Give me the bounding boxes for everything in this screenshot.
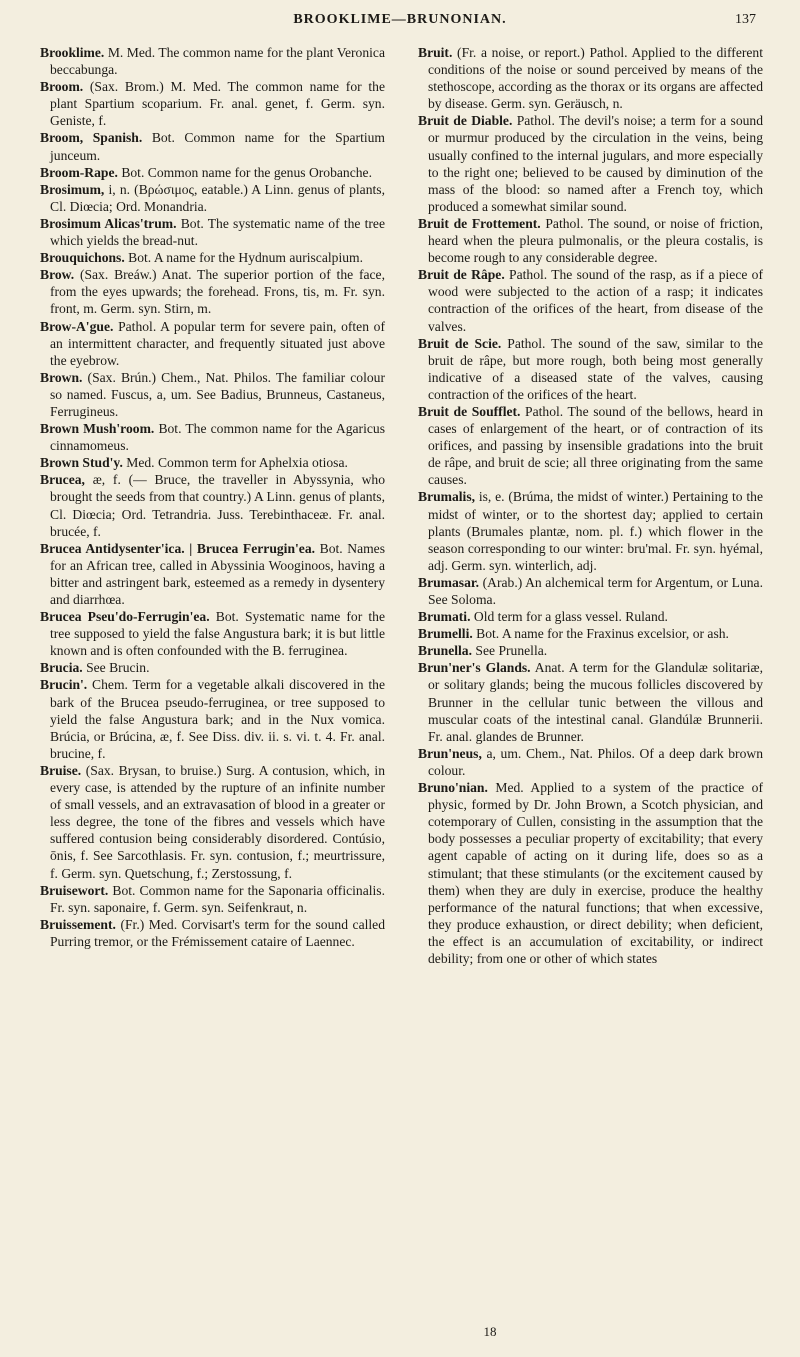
entry-definition: Bot. Common name for the Spartium junceum.: [50, 130, 386, 163]
entry-headword: Bruit de Râpe.: [418, 267, 505, 283]
entry-headword: Brow.: [40, 267, 75, 283]
entry-headword: Brucea,: [40, 472, 85, 488]
entry-definition: Pathol. The sound, or noise of friction, heard when the pleura pulmonalis, or the pleura costalis, is become rough to any considerable degree.: [428, 215, 763, 266]
dictionary-entry: [40, 215, 385, 249]
entry-definition: M. Med. The common name for the plant Veronica beccabunga.: [50, 45, 385, 78]
entry-definition: (Sax. Brysan, to bruise.) Surg. A contusion, which, in every case, is attended by the rupture of an infinite number of small vessels, and an extravasation of blood in a greater or less degree, the tone of the fibres and vessels which have suffered contusion being considerably disordered. Contúsio, ōnis, f. See Sarcothlasis. Fr. syn. contusion, f.; meurtrissure, f. Germ. syn. Quetschung, f.; Zerstossung, f.: [50, 762, 385, 881]
entry-definition: Bot. A name for the Fraxinus excelsior, or ash.: [476, 626, 729, 642]
entry-headword: Brumelli.: [418, 626, 473, 642]
entry-headword: Brown Stud'y.: [40, 455, 123, 471]
entry-definition: Med. Applied to a system of the practice of physic, formed by Dr. John Brown, a Scotch physician, and cotemporary of Cullen, consisting in the assumption that the body possesses a peculiar property of excitability; that every agent capable of acting on it during life, does so as a stimulant; that these stimulants (or the excitement caused by them) when they are duly in exercise, produce the healthy performance of the natural functions; that when excessive, they produce exhaustion, or direct debility; when deficient, the effect is an accumulation of excitability, or indirect debility; from one or other of which states: [428, 780, 763, 966]
dictionary-entry: [40, 164, 385, 181]
dictionary-entry: [418, 625, 763, 642]
entry-definition: Bot. Systematic name for the tree supposed to yield the false Angustura bark; it is but little known and is often confounded with the B. ferruginea.: [50, 609, 385, 659]
running-head: BROOKLIME—BRUNONIAN.: [293, 12, 507, 27]
entry-headword: Bruno'nian.: [418, 780, 488, 796]
entry-headword: Brooklime.: [40, 45, 105, 60]
dictionary-entry: [418, 642, 763, 659]
entry-definition: Bot. A name for the Hydnum auriscalpium.: [128, 250, 363, 266]
dictionary-entry: [418, 266, 763, 334]
entry-headword: Brucia.: [40, 660, 83, 676]
signature-mark: 18: [483, 1324, 497, 1339]
entry-headword: Bruit de Frottement.: [418, 215, 541, 231]
entry-definition: (Sax. Breáw.) Anat. The superior portion of the face, from the eyes upwards; the forehead. Frons, tis, m. Fr. syn. front, m. Germ. syn. Stirn, m.: [50, 267, 385, 317]
entry-definition: Chem. Term for a vegetable alkali discovered in the bark of the Brucea pseudo-ferruginea, or tree supposed to yield the false Angustura bark; and in the Nux vomica. Brúcia, or Brúcina, æ, f. See Diss. div. ii. s. vi. t. 4. Fr. anal. brucine, f.: [50, 677, 385, 761]
entry-definition: Anat. A term for the Glandulæ solitariæ, or solitary glands; being the mucous follicles discovered by Brunner in the cellular tunic between the villous and muscular coats of the intestinal canal. Glandúlæ Brunnerii. Fr. anal. glandes de Brunner.: [428, 660, 763, 744]
dictionary-entry: [40, 44, 385, 78]
dictionary-entry: [418, 44, 763, 112]
entry-definition: Bot. Common name for the Saponaria officinalis. Fr. syn. saponaire, f. Germ. syn. Seifenkraut, n.: [50, 882, 385, 915]
entry-headword: Brosimum Alicas'trum.: [40, 215, 177, 231]
entry-definition: (Arab.) An alchemical term for Argentum, or Luna. See Soloma.: [428, 574, 763, 607]
entry-definition: Pathol. The devil's noise; a term for a sound or murmur produced by the circulation in the veins, being usually confined to the internal jugulars, and more especially to the right one; believed to be caused by diminution of the mass of the blood: so named after a French toy, which produced a somewhat similar sound.: [428, 113, 764, 214]
entry-headword: Bruit de Diable.: [418, 113, 513, 129]
dictionary-entry: [40, 659, 385, 676]
entry-definition: i, n. (Βρώσιμος, eatable.) A Linn. genus of plants, Cl. Diœcia; Ord. Monandria.: [50, 181, 385, 214]
dictionary-entry: [418, 659, 763, 744]
entry-headword: Brun'neus,: [418, 745, 482, 761]
dictionary-entry: [40, 916, 385, 950]
entry-headword: Brucea Antidysenter'ica. | Brucea Ferrugin'ea.: [40, 540, 316, 556]
dictionary-entry: [40, 129, 385, 163]
entry-definition: Bot. Common name for the genus Orobanche.: [121, 164, 372, 180]
dictionary-entry: [40, 608, 385, 659]
dictionary-entry: [418, 112, 763, 215]
page-number: 137: [735, 12, 756, 27]
entry-headword: Brow-A'gue.: [40, 318, 114, 334]
entry-definition: See Prunella.: [475, 643, 548, 659]
dictionary-entry: [418, 488, 763, 573]
entry-headword: Broom.: [40, 79, 84, 95]
entry-definition: Pathol. The sound of the rasp, as if a piece of wood were subjected to the action of a rasp; it indicates contraction of the orifices of the heart, from disease of the valves.: [428, 267, 763, 334]
entry-definition: Pathol. The sound of the bellows, heard in cases of enlargement of the heart, or of contraction of its orifices, and passing by insensible gradations into the bruit de râpe, and bruit de scie; all three originating from the same causes.: [428, 403, 763, 488]
entry-headword: Brun'ner's Glands.: [418, 660, 531, 676]
dictionary-entry: [418, 608, 763, 625]
entry-definition: Old term for a glass vessel. Ruland.: [473, 609, 668, 625]
entry-definition: (Sax. Brom.) M. Med. The common name for the plant Spartium scoparium. Fr. anal. genet, f. Germ. syn. Geniste, f.: [50, 79, 385, 129]
entry-headword: Bruissement.: [40, 916, 116, 932]
entry-definition: Pathol. A popular term for severe pain, often of an intermittent character, and frequently situated just above the eyebrow.: [50, 318, 386, 368]
right-column: [418, 44, 763, 967]
entry-definition: Bot. Names for an African tree, called in Abyssinia Wooginoos, having a bitter and astringent bark, esteemed as a remedy in dysentery and diarrhœa.: [50, 540, 385, 607]
dictionary-entry: [40, 676, 385, 761]
entry-definition: a, um. Chem., Nat. Philos. Of a deep dark brown colour.: [428, 745, 763, 778]
dictionary-entry: [40, 266, 385, 317]
entry-headword: Brunella.: [418, 643, 473, 659]
dictionary-entry: [40, 318, 385, 369]
entry-headword: Brucea Pseu'do-Ferrugin'ea.: [40, 609, 210, 625]
entry-headword: Brumasar.: [418, 574, 480, 590]
dictionary-entry: [418, 215, 763, 266]
left-column: [40, 44, 385, 950]
entry-headword: Bruit de Soufflet.: [418, 403, 521, 419]
dictionary-entry: [40, 78, 385, 129]
dictionary-entry: [40, 471, 385, 539]
entry-headword: Brouquichons.: [40, 250, 125, 266]
entry-definition: Med. Common term for Aphelxia otiosa.: [126, 455, 348, 471]
dictionary-entry: [40, 882, 385, 916]
entry-headword: Broom, Spanish.: [40, 130, 143, 146]
dictionary-entry: [40, 420, 385, 454]
entry-headword: Bruise.: [40, 762, 82, 778]
dictionary-entry: [40, 249, 385, 266]
dictionary-entry: [40, 369, 385, 420]
dictionary-entry: [418, 779, 763, 967]
dictionary-entry: [418, 574, 763, 608]
dictionary-entry: [40, 454, 385, 471]
entry-definition: æ, f. (— Bruce, the traveller in Abyssynia, who brought the seeds from that country.) A Linn. genus of plants, Cl. Diœcia; Ord. Tetrandria. Juss. Terebinthaceæ. Fr. anal. brucée, f.: [50, 472, 385, 539]
dictionary-entry: [40, 762, 385, 882]
entry-headword: Brumalis,: [418, 489, 476, 505]
entry-headword: Bruisewort.: [40, 882, 109, 898]
dictionary-entry: [418, 745, 763, 779]
entry-definition: See Brucin.: [86, 660, 150, 676]
dictionary-entry: [40, 181, 385, 215]
entry-headword: Brown.: [40, 369, 83, 385]
entry-headword: Brucin'.: [40, 677, 88, 693]
entry-definition: Bot. The systematic name of the tree which yields the bread-nut.: [50, 215, 385, 249]
entry-headword: Brosimum,: [40, 181, 105, 197]
dictionary-entry: [418, 403, 763, 488]
dictionary-entry: [40, 540, 385, 608]
entry-definition: is, e. (Brúma, the midst of winter.) Pertaining to the midst of winter, or to the shortest day; applied to certain plants (Brumales plantæ, nom. pl. f.) which flower in the season corresponding to our winter: bru'mal. Fr. syn. hyémal, adj. Germ. syn. winterlich, adj.: [428, 489, 763, 573]
entry-headword: Brumati.: [418, 609, 471, 625]
dictionary-entry: [418, 335, 763, 403]
entry-headword: Broom-Rape.: [40, 164, 118, 180]
entry-headword: Bruit.: [418, 45, 453, 60]
entry-definition: Bot. The common name for the Agaricus cinnamomeus.: [50, 421, 385, 454]
entry-headword: Bruit de Scie.: [418, 335, 502, 351]
entry-definition: Pathol. The sound of the saw, similar to the bruit de râpe, but more rough, both being most generally indicative of a diseased state of the valves, causing contraction of the orifices of the heart.: [428, 335, 763, 402]
entry-definition: (Fr.) Med. Corvisart's term for the sound called Purring tremor, or the Frémissement cataire of Laennec.: [50, 916, 385, 949]
entry-definition: (Fr. a noise, or report.) Pathol. Applied to the different conditions of the noise or sound perceived by means of the stethoscope, according as the thorax or its organs are affected by disease. Germ. syn. Geräusch, n.: [428, 45, 763, 112]
entry-definition: (Sax. Brún.) Chem., Nat. Philos. The familiar colour so named. Fuscus, a, um. See Badius, Brunneus, Castaneus, Ferrugineus.: [50, 369, 385, 419]
entry-headword: Brown Mush'room.: [40, 421, 155, 437]
